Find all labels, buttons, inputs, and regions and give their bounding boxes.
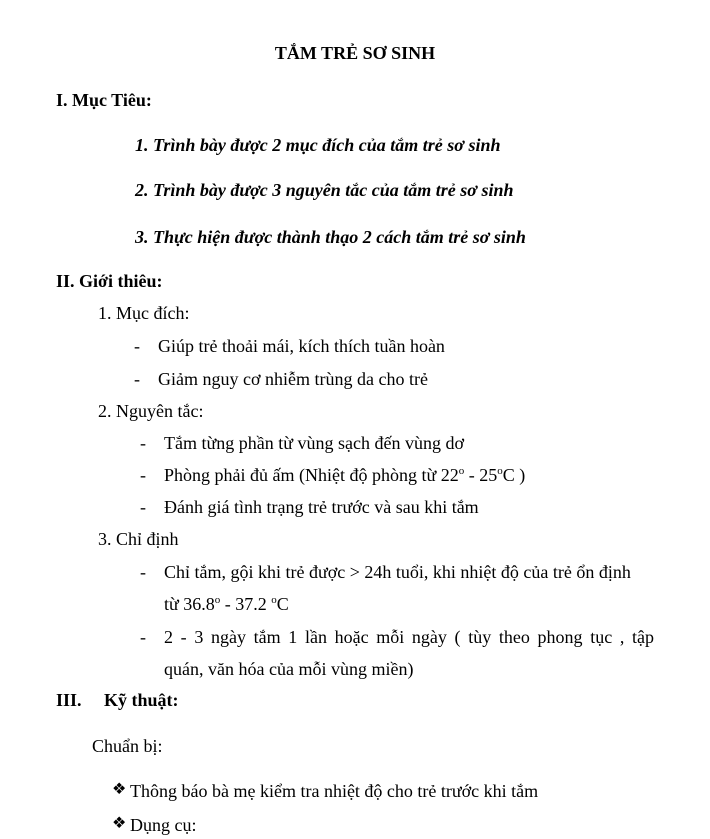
dash-marker: - xyxy=(134,336,140,356)
dash-marker: - xyxy=(140,433,146,453)
dash-marker: - xyxy=(140,497,146,517)
indication-item-2-line-1: 2 - 3 ngày tắm 1 lần hoặc mỗi ngày ( tùy theo phong tục , tập xyxy=(164,627,654,647)
purpose-item-2: Giảm nguy cơ nhiễm trùng da cho trẻ xyxy=(158,369,428,389)
preparation-item-1: Thông báo bà mẹ kiểm tra nhiệt độ cho trẻ trước khi tắm xyxy=(130,781,539,801)
principle-item-3: Đánh giá tình trạng trẻ trước và sau khi tắm xyxy=(164,497,479,517)
indication-label: 3. Chỉ định xyxy=(98,529,179,549)
diamond-bullet-icon: ❖ xyxy=(112,815,127,832)
dash-marker: - xyxy=(140,562,146,582)
objective-2: 2. Trình bày được 3 nguyên tắc của tắm trẻ sơ sinh xyxy=(135,180,514,200)
principles-label: 2. Nguyên tắc: xyxy=(98,401,204,421)
indication-item-1-line-2: từ 36.8$^o$ - 37.2 $^o$C xyxy=(164,594,289,614)
document-title: TẮM TRẺ SƠ SINH xyxy=(274,43,436,63)
section-1-heading: I. Mục Tiêu: xyxy=(56,90,152,110)
dash-marker: - xyxy=(140,465,146,485)
dash-marker: - xyxy=(140,627,146,647)
objective-1: 1. Trình bày được 2 mục đích của tắm trẻ sơ sinh xyxy=(135,135,501,155)
indication-item-2-line-2: quán, văn hóa của mỗi vùng miền) xyxy=(164,659,414,679)
section-3-heading: Kỹ thuật: xyxy=(104,690,179,710)
purpose-item-1: Giúp trẻ thoải mái, kích thích tuần hoàn xyxy=(158,336,445,356)
section-3-number: III. xyxy=(56,690,82,710)
dash-marker: - xyxy=(134,369,140,389)
indication-item-1-line-1: Chỉ tắm, gội khi trẻ được > 24h tuổi, khi nhiệt độ của trẻ ổn định xyxy=(164,562,631,582)
preparation-item-2: Dụng cụ: xyxy=(130,815,197,835)
diamond-bullet-icon: ❖ xyxy=(112,781,127,798)
principle-item-1: Tắm từng phần từ vùng sạch đến vùng dơ xyxy=(164,433,464,453)
section-2-heading: II. Giới thiêu: xyxy=(56,271,163,291)
preparation-label: Chuẩn bị: xyxy=(92,736,163,756)
objective-3: 3. Thực hiện được thành thạo 2 cách tắm trẻ sơ sinh xyxy=(135,227,526,247)
purpose-label: 1. Mục đích: xyxy=(98,303,190,323)
principle-item-2: Phòng phải đủ ấm (Nhiệt độ phòng từ 22$^o$ - 25$^o$C ) xyxy=(164,465,526,485)
